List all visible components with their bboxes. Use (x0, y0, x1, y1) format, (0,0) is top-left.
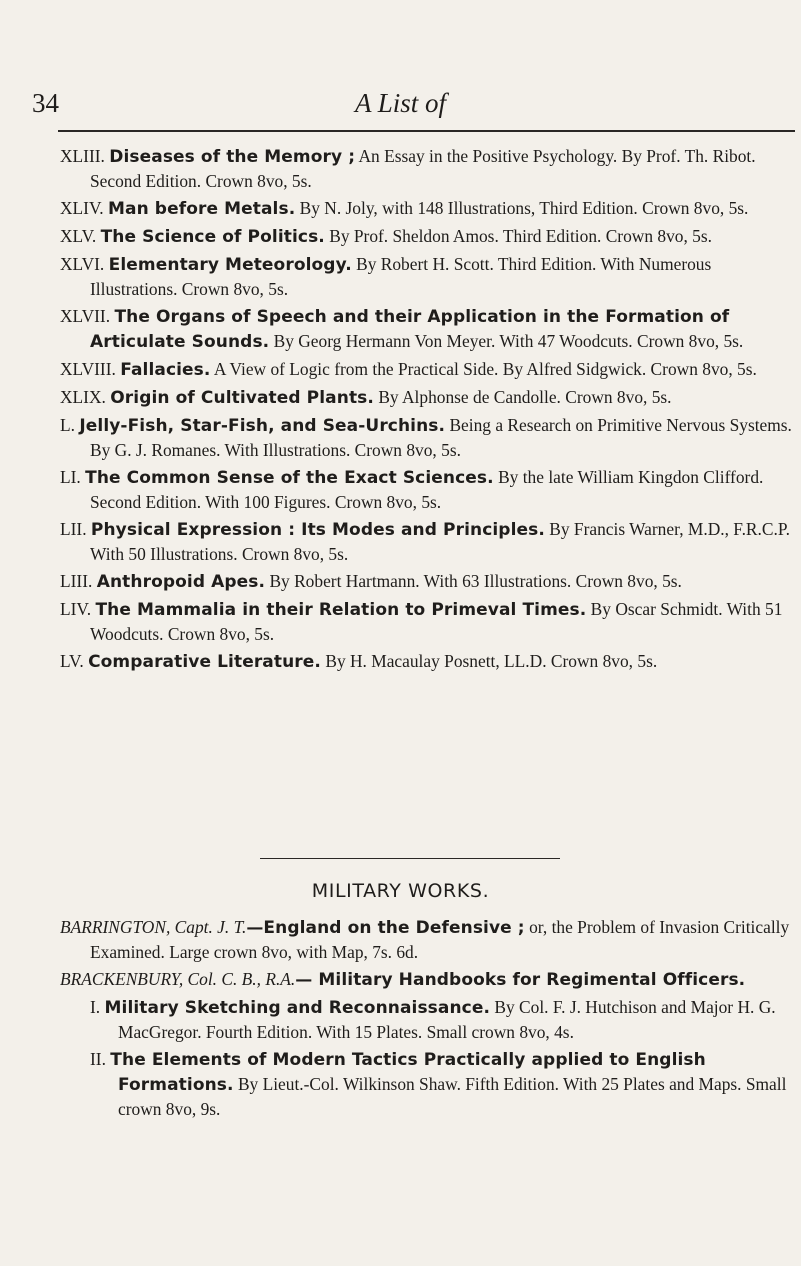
entry-title: —England on the Defensive ; (246, 918, 525, 938)
list-item (60, 915, 795, 964)
entry-description: By Francis Warner, M.D., F.R.C.P. With 50 Illustrations. Crown 8vo, 5s. (90, 519, 790, 564)
entry-title: Fallacies. (120, 360, 211, 380)
list-item (60, 224, 795, 249)
list-item (60, 597, 795, 646)
entry-number: LI. (60, 467, 81, 487)
list-item (60, 196, 795, 221)
list-item (60, 465, 795, 514)
entry-description: By Robert Hartmann. With 63 Illustrations. Crown 8vo, 5s. (269, 571, 682, 591)
entry-description: or, the Problem of Invasion Critically Examined. Large crown 8vo, with Map, 7s. 6d. (90, 917, 790, 962)
list-item (90, 1047, 795, 1121)
entry-title: The Science of Politics. (100, 227, 325, 247)
series-list (60, 144, 795, 677)
list-item (60, 144, 795, 193)
list-item (60, 304, 795, 354)
entry-title: Anthropoid Apes. (96, 572, 266, 592)
entry-title: Elementary Meteorology. (108, 255, 352, 275)
entry-title: The Common Sense of the Exact Sciences. (85, 468, 494, 488)
entry-number: LIII. (60, 571, 93, 591)
section-heading: MILITARY WORKS. (311, 880, 490, 902)
entry-title: Physical Expression : Its Modes and Principles. (90, 520, 545, 540)
entry-title: Man before Metals. (108, 199, 296, 219)
military-items (60, 915, 795, 992)
list-item (90, 995, 795, 1044)
entry-description: By Prof. Sheldon Amos. Third Edition. Crown 8vo, 5s. (329, 226, 712, 246)
list-item (60, 569, 795, 594)
entry-title: The Organs of Speech and their Application in the Formation of Articulate Sounds. (90, 307, 730, 352)
entry-number: LV. (60, 651, 84, 671)
list-item (60, 357, 795, 382)
entry-title: — Military Handbooks for Regimental Officers. (295, 970, 746, 990)
list-item (60, 967, 795, 992)
entry-description: By Robert H. Scott. Third Edition. With Numerous Illustrations. Crown 8vo, 5s. (90, 254, 712, 299)
header-rule (58, 130, 795, 132)
entry-author: BARRINGTON, Capt. J. T. (60, 917, 247, 937)
list-item (60, 385, 795, 410)
entry-number: XLIV. (60, 198, 104, 218)
military-list (60, 915, 795, 1124)
entry-description: A View of Logic from the Practical Side. By Alfred Sidgwick. Crown 8vo, 5s. (213, 359, 757, 379)
entry-description: By the late William Kingdon Clifford. Second Edition. With 100 Figures. Crown 8vo, 5s. (90, 467, 764, 512)
entry-number: XLIX. (60, 387, 106, 407)
entry-title: The Elements of Modern Tactics Practically applied to English Formations. (110, 1050, 706, 1095)
entry-description: An Essay in the Positive Psychology. By Prof. Th. Ribot. Second Edition. Crown 8vo, 5s. (90, 146, 756, 191)
entry-number: XLIII. (60, 146, 105, 166)
entry-number: XLVII. (60, 306, 111, 326)
entry-author: BRACKENBURY, Col. C. B., R.A. (60, 969, 296, 989)
entry-number: I. (90, 997, 101, 1017)
entry-title: Origin of Cultivated Plants. (110, 388, 374, 408)
entry-description: By Col. F. J. Hutchison and Major H. G. MacGregor. Fourth Edition. With 15 Plates. Small crown 8vo, 4s. (118, 997, 776, 1042)
list-item (60, 517, 795, 566)
entry-title: Diseases of the Memory ; (109, 147, 356, 167)
entry-title: Jelly-Fish, Star-Fish, and Sea-Urchins. (79, 416, 446, 436)
list-item (60, 413, 795, 462)
entry-description: By Alphonse de Candolle. Crown 8vo, 5s. (378, 387, 672, 407)
entry-number: LII. (60, 519, 87, 539)
entry-description: By Lieut.-Col. Wilkinson Shaw. Fifth Edition. With 25 Plates and Maps. Small crown 8vo, 9s. (118, 1074, 787, 1119)
list-item (60, 252, 795, 301)
entry-description: By Georg Hermann Von Meyer. With 47 Woodcuts. Crown 8vo, 5s. (273, 331, 744, 351)
entry-title: Military Sketching and Reconnaissance. (104, 998, 491, 1018)
entry-number: XLVIII. (60, 359, 116, 379)
handbook-sub-list (60, 995, 795, 1121)
entry-description: By Oscar Schmidt. With 51 Woodcuts. Crown 8vo, 5s. (90, 599, 783, 644)
list-item (60, 649, 795, 674)
entry-description: By H. Macaulay Posnett, LL.D. Crown 8vo, 5s. (325, 651, 658, 671)
entry-number: XLV. (60, 226, 97, 246)
entry-description: By N. Joly, with 148 Illustrations, Third Edition. Crown 8vo, 5s. (299, 198, 749, 218)
section-divider (260, 858, 560, 859)
entry-title: Comparative Literature. (88, 652, 321, 672)
entry-number: XLVI. (60, 254, 105, 274)
page-number: 34 (32, 88, 59, 118)
entry-number: L. (60, 415, 75, 435)
entry-number: LIV. (60, 599, 92, 619)
entry-number: II. (90, 1049, 106, 1069)
entry-title: The Mammalia in their Relation to Primeval Times. (95, 600, 587, 620)
running-title: A List of (354, 88, 447, 118)
entry-description: Being a Research on Primitive Nervous Systems. By G. J. Romanes. With Illustrations. Crown 8vo, 5s. (90, 415, 792, 460)
